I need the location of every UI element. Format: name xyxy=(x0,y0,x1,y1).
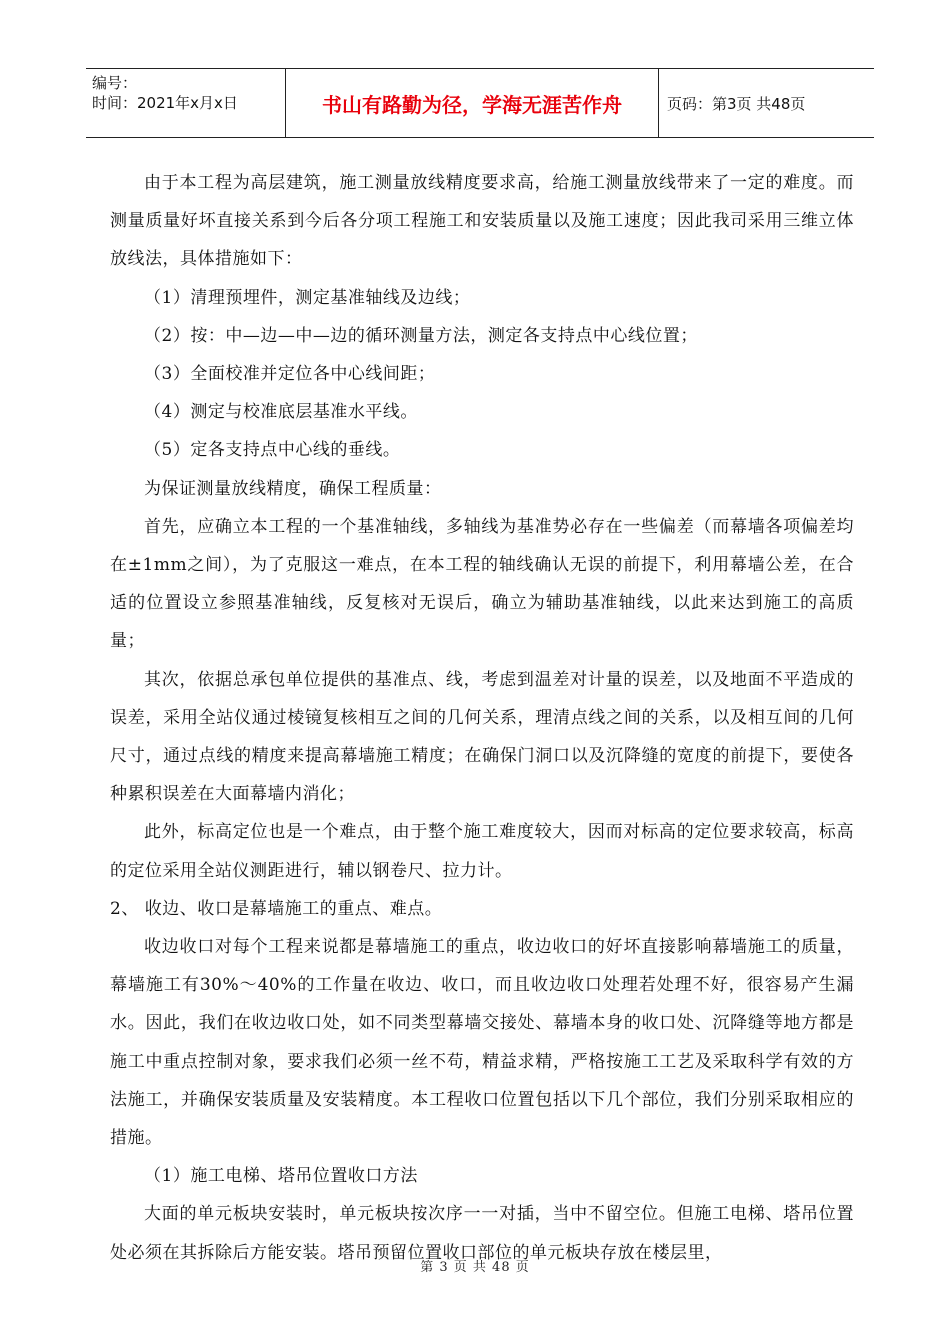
list-item: （2）按：中—边—中—边的循环测量方法，测定各支持点中心线位置； xyxy=(144,325,698,346)
header-meta xyxy=(86,69,286,137)
list-item: （3）全面校准并定位各中心线间距； xyxy=(144,364,436,385)
paragraph: 为保证测量放线精度，确保工程质量： xyxy=(144,478,442,499)
header-page-label: 页码：第3页 共48页 xyxy=(667,94,806,113)
list-item: （5）定各支持点中心线的垂线。 xyxy=(144,440,401,461)
paragraph: 收边收口对每个工程来说都是幕墙施工的重点，收边收口的好坏直接影响幕墙施工的质量，幕墙施工有30%～40%的工作量在收边、收口，而且收边收口处理若处理不好，很容易产生漏水。因此，我们在收边收口处，如不同类型幕墙交接处、幕墙本身的收口处、沉降缝等地方都是施工中重点控制对象，要求我们必须一丝不苟，精益求精，严格按施工工艺及采取科学有效的方法施工，并确保安装质量及安装精度。本工程收口位置包括以下几个部位，我们分别采取相应的措施。 xyxy=(110,937,854,1149)
paragraph: 大面的单元板块安装时，单元板块按次序一一对插，当中不留空位。但施工电梯、塔吊位置处必须在其拆除后方能安装。塔吊预留位置收口部位的单元板块存放在楼层里， xyxy=(110,1204,854,1263)
number-label: 编号： xyxy=(92,74,138,92)
date-label: 时间：2021年x月x日 xyxy=(92,94,238,112)
paragraph: 其次，依据总承包单位提供的基准点、线，考虑到温差对计量的误差，以及地面不平造成的误差，采用全站仪通过棱镜复核相互之间的几何关系，理清点线之间的关系，以及相互间的几何尺寸，通过点线的精度来提高幕墙施工精度；在确保门洞口以及沉降缝的宽度的前提下，要使各种累积误差在大面幕墙内消化； xyxy=(110,669,854,805)
page-footer: 第 3 页 共 48 页 xyxy=(420,1260,530,1275)
header-motto: 书山有路勤为径，学海无涯苦作舟 xyxy=(286,69,659,137)
paragraph: 首先，应确立本工程的一个基准轴线，多轴线为基准势必存在一些偏差（而幕墙各项偏差均在±1mm之间），为了克服这一难点，在本工程的轴线确认无误的前提下，利用幕墙公差，在合适的位置设立参照基准轴线，反复核对无误后，确立为辅助基准轴线，以此来达到施工的高质量； xyxy=(110,516,854,652)
section-heading: 2、 收边、收口是幕墙施工的重点、难点。 xyxy=(110,898,443,919)
list-item: （4）测定与校准底层基准水平线。 xyxy=(144,402,418,423)
body-text xyxy=(110,164,854,1272)
page-header xyxy=(86,68,874,138)
paragraph: 此外，标高定位也是一个难点，由于整个施工难度较大，因而对标高的定位要求较高，标高的定位采用全站仪测距进行，辅以钢卷尺、拉力计。 xyxy=(110,822,854,881)
paragraph: 由于本工程为高层建筑，施工测量放线精度要求高，给施工测量放线带来了一定的难度。而测量质量好坏直接关系到今后各分项工程施工和安装质量以及施工速度；因此我司采用三维立体放线法，具体措施如下： xyxy=(110,173,854,270)
list-item: （1）清理预埋件，测定基准轴线及边线； xyxy=(144,287,471,308)
subsection-heading: （1）施工电梯、塔吊位置收口方法 xyxy=(144,1166,418,1187)
